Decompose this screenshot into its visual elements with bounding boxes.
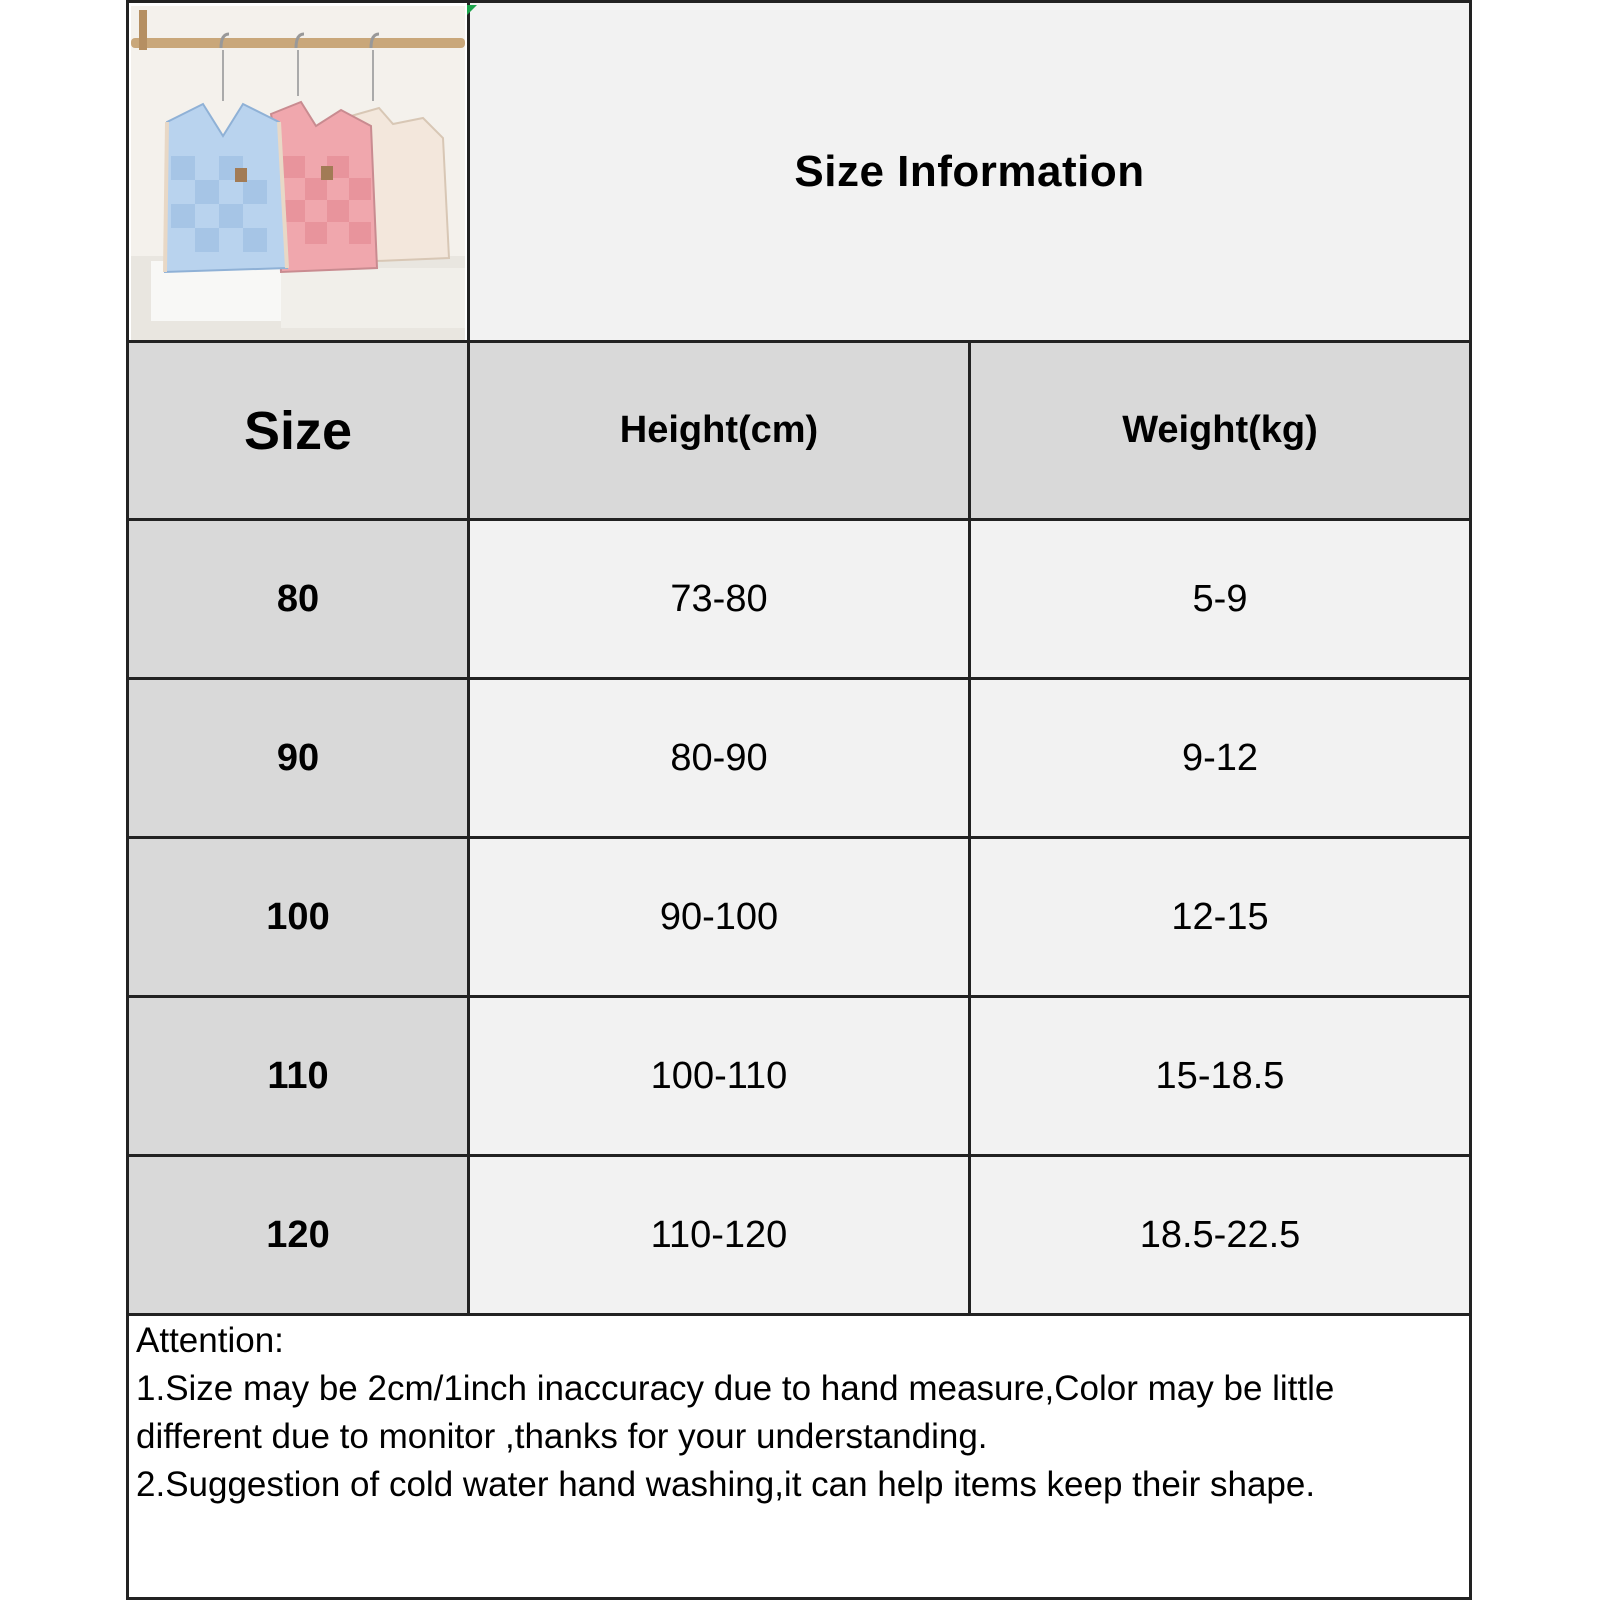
- size-cell: [129, 1157, 470, 1313]
- table-row: [129, 521, 1469, 680]
- header-row: [129, 343, 1469, 521]
- height-value: 80-90: [670, 736, 768, 779]
- height-cell: [470, 998, 971, 1154]
- size-header-cell: [129, 343, 470, 518]
- height-cell: [470, 1157, 971, 1313]
- product-image: [129, 3, 470, 340]
- size-chart: [126, 0, 1472, 1600]
- weight-value: 9-12: [1181, 736, 1259, 779]
- size-value: 90: [276, 736, 320, 779]
- height-value: 73-80: [670, 577, 768, 620]
- height-cell: [470, 680, 971, 836]
- weight-cell: [971, 680, 1469, 836]
- height-cell: [470, 839, 971, 995]
- weight-value: 18.5-22.5: [1139, 1213, 1301, 1256]
- size-cell: [129, 680, 470, 836]
- height-cell: [470, 521, 971, 677]
- weight-cell: [971, 521, 1469, 677]
- notes-heading: Attention:: [136, 1321, 284, 1360]
- weight-cell: [971, 1157, 1469, 1313]
- size-cell: [129, 998, 470, 1154]
- weight-cell: [971, 839, 1469, 995]
- title-row: [129, 0, 1469, 343]
- size-cell: [129, 839, 470, 995]
- note-line-2: 2.Suggestion of cold water hand washing,it can help items keep their shape.: [136, 1465, 1316, 1504]
- note-line-1: 1.Size may be 2cm/1inch inaccuracy due to hand measure,Color may be little different due to monitor ,thanks for your understanding.: [136, 1369, 1335, 1456]
- weight-header: Weight(kg): [1122, 409, 1318, 451]
- table-row: [129, 1157, 1469, 1316]
- size-header: Size: [243, 400, 353, 461]
- weight-value: 5-9: [1192, 577, 1248, 620]
- page-title: Size Information: [794, 146, 1145, 196]
- weight-value: 12-15: [1171, 895, 1269, 938]
- table-row: [129, 998, 1469, 1157]
- height-value: 110-120: [650, 1213, 788, 1256]
- size-value: 100: [266, 895, 330, 938]
- table-row: [129, 680, 1469, 839]
- weight-value: 15-18.5: [1155, 1054, 1285, 1097]
- height-header: Height(cm): [619, 409, 819, 451]
- weight-cell: [971, 998, 1469, 1154]
- size-value: 80: [276, 577, 320, 620]
- attention-notes: [129, 1313, 1469, 1600]
- weight-header-cell: [971, 343, 1469, 518]
- size-value: 110: [267, 1054, 329, 1097]
- size-cell: [129, 521, 470, 677]
- size-value: 120: [266, 1213, 330, 1256]
- table-row: [129, 839, 1469, 998]
- vest-photo-icon: [131, 6, 465, 340]
- height-value: 90-100: [659, 895, 779, 938]
- height-value: 100-110: [650, 1054, 788, 1097]
- corner-marker: [467, 5, 477, 15]
- height-header-cell: [470, 343, 971, 518]
- title-cell: [470, 3, 1469, 340]
